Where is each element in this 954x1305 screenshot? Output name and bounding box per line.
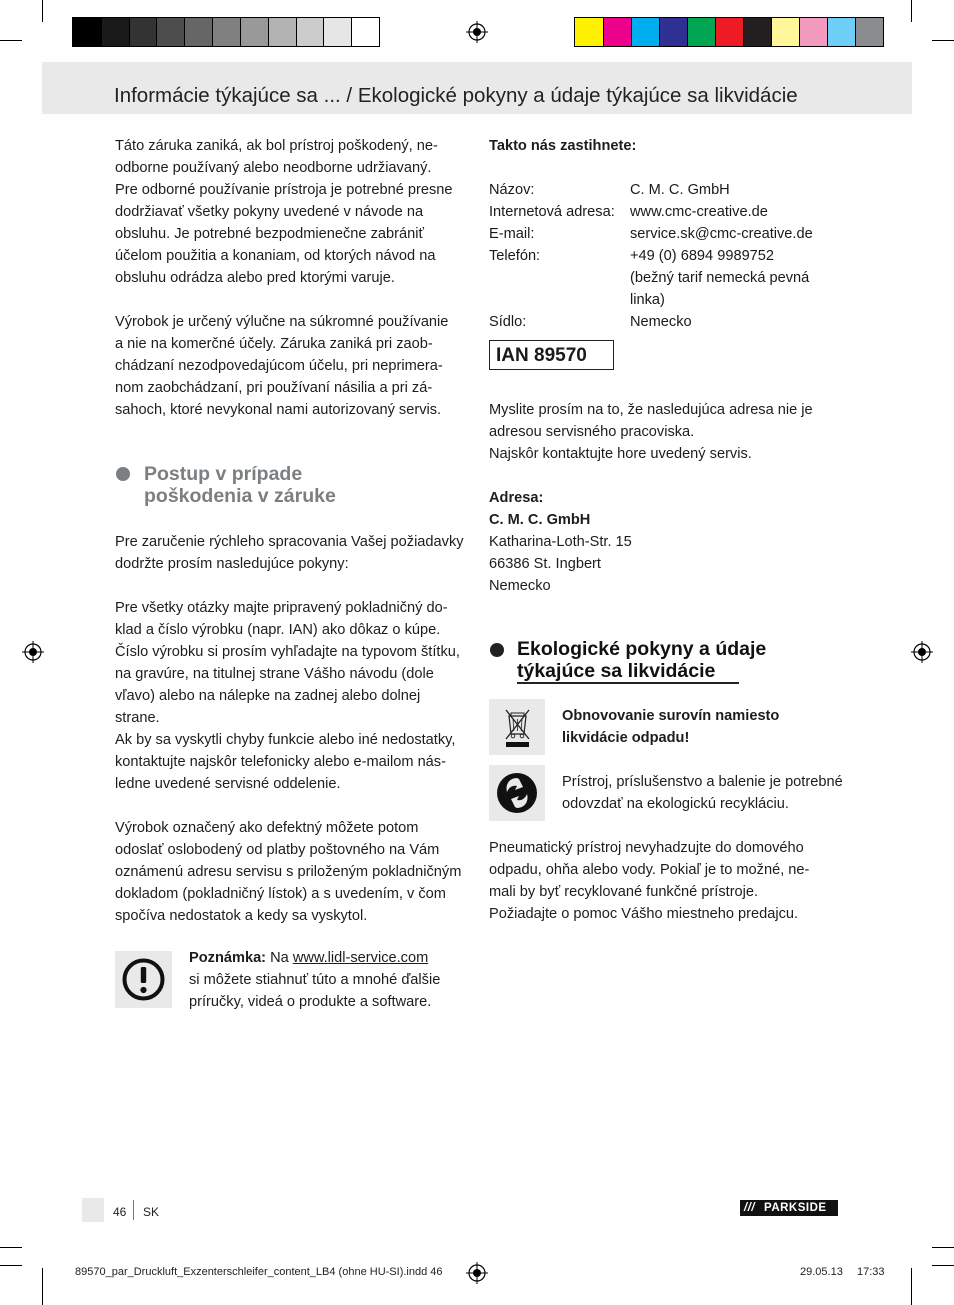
registration-mark-icon — [466, 21, 488, 43]
calibration-swatch — [771, 18, 799, 46]
service-notice: Myslite prosím na to, že nasledujúca adresa nie je adresou servisného pracoviska. Najskôr kontaktujte hore uvedený servis. — [489, 402, 813, 462]
defect-shipping-paragraph: Výrobok označený ako defektný môžete potom odoslať oslobodený od platby poštovného na Vám oznámenú adresu servisu s priloženým pokladničným dokladom (pokladničný lístok) a s uvedením, v čom spočíva nedostatok a kedy sa vyskytol. — [115, 820, 462, 924]
eco-section-heading: Ekologické pokyny a údaje týkajúce sa likvidácie — [517, 638, 767, 682]
address-block: Adresa: C. M. C. GmbH Katharina-Loth-Str. 15 66386 St. Ingbert Nemecko — [489, 490, 632, 594]
calibration-swatch — [240, 18, 268, 46]
registration-mark-icon — [466, 1262, 488, 1284]
calibration-swatch — [296, 18, 324, 46]
calibration-swatch — [212, 18, 240, 46]
calibration-swatch — [156, 18, 184, 46]
disposal-paragraph: Pneumatický prístroj nevyhadzujte do domového odpadu, ohňa alebo vody. Pokiaľ je to možné, ne- mali by byť recyklované funkčné prístroje. Požiadajte o pomoc Vášho miestneho predajcu. — [489, 840, 810, 922]
exclamation-icon — [115, 951, 172, 1008]
calibration-swatch — [268, 18, 296, 46]
calibration-swatch — [715, 18, 743, 46]
calibration-swatch — [323, 18, 351, 46]
grayscale-calibration-bar — [72, 17, 380, 47]
section-bullet-icon — [116, 467, 130, 481]
calibration-swatch — [855, 18, 883, 46]
warranty-paragraph: Táto záruka zaniká, ak bol prístroj poškodený, ne- odborne používaný alebo neodborne udržiavaný. Pre odborné používanie prístroja je potrebné presne dodržiavať všetky pokyny uvedené v návode na obsluhu. Je potrebné bezpodmienečne zabrániť účelom použitia a konaniam, od ktorých návod na obsluhu odrádza alebo pred ktorými varuje. — [115, 138, 453, 286]
ian-number-box: IAN 89570 — [489, 340, 614, 370]
footer-divider — [133, 1200, 134, 1220]
page-number: 46 — [113, 1205, 127, 1219]
note-icon-box — [115, 951, 172, 1008]
note-label: Poznámka: — [189, 950, 267, 966]
calibration-swatch — [659, 18, 687, 46]
file-name: 89570_par_Druckluft_Exzenterschleifer_content_LB4 (ohne HU-SI).indd 46 — [75, 1266, 443, 1278]
instructions-paragraph: Pre všetky otázky majte pripravený pokladničný do- klad a číslo výrobku (napr. IAN) ako dôkaz o kúpe. Číslo výrobku si prosím vyhľadajte na typovom štítku, na gravúre, na titulnej strane Vášho návodu (dole vľavo) alebo na nálepke na zadnej alebo dolnej strane. Ak by sa vyskytli chyby funkcie alebo iné nedostatky, kontaktujte najskôr telefonicky alebo e-mailom nás- ledne uvedené servisné oddelenie. — [115, 600, 460, 792]
calibration-swatch — [631, 18, 659, 46]
calibration-swatch — [101, 18, 129, 46]
green-dot-icon-box — [489, 765, 545, 821]
print-date: 29.05.13 — [800, 1266, 843, 1278]
registration-mark-icon — [911, 641, 933, 663]
private-use-paragraph: Výrobok je určený výlučne na súkromné používanie a nie na komerčné účely. Záruka zaniká pri zaob- chádzaní nezodpovedajúcom účelu, pri neprimera- nom zaobchádzaní, pri používaní násilia a pri zá- sahoch, ktoré nevykonal nami autorizovaný servis. — [115, 314, 449, 418]
contact-heading: Takto nás zastihnete: — [489, 138, 637, 154]
calibration-swatch — [687, 18, 715, 46]
calibration-swatch — [184, 18, 212, 46]
calibration-swatch — [575, 18, 603, 46]
heading-underline — [517, 682, 739, 684]
lidl-service-link[interactable]: www.lidl-service.com — [292, 950, 429, 966]
page-number-box — [82, 1198, 104, 1222]
calibration-swatch — [603, 18, 631, 46]
instructions-intro: Pre zaručenie rýchleho spracovania Vašej požiadavky dodržte prosím nasledujúce pokyny: — [115, 534, 464, 572]
section-bullet-icon — [490, 643, 504, 657]
print-time: 17:33 — [857, 1266, 885, 1278]
calibration-swatch — [73, 18, 101, 46]
warranty-section-heading: Postup v prípade poškodenia v záruke — [144, 463, 336, 507]
weee-icon-box — [489, 699, 545, 755]
page-title: Informácie týkajúce sa ... / Ekologické pokyny a údaje týkajúce sa likvidácie — [114, 84, 798, 107]
parkside-logo: /// PARKSIDE — [740, 1200, 838, 1216]
color-calibration-bar — [574, 17, 884, 47]
green-dot-recycling-icon — [489, 765, 545, 821]
calibration-swatch — [351, 18, 379, 46]
calibration-swatch — [799, 18, 827, 46]
calibration-swatch — [827, 18, 855, 46]
registration-mark-icon — [22, 641, 44, 663]
crossed-bin-icon — [489, 699, 545, 755]
language-code: SK — [143, 1205, 160, 1219]
recycle-text: Prístroj, príslušenstvo a balenie je potrebné odovzdať na ekologickú recykláciu. — [562, 774, 843, 812]
note-text: Poznámka: Na www.lidl-service.com si môžete stiahnuť túto a mnohé ďalšie príručky, videá o produkte a software. — [189, 950, 441, 1010]
recycle-heading: Obnovovanie surovín namiesto likvidácie odpadu! — [562, 708, 780, 746]
calibration-swatch — [743, 18, 771, 46]
calibration-swatch — [129, 18, 157, 46]
